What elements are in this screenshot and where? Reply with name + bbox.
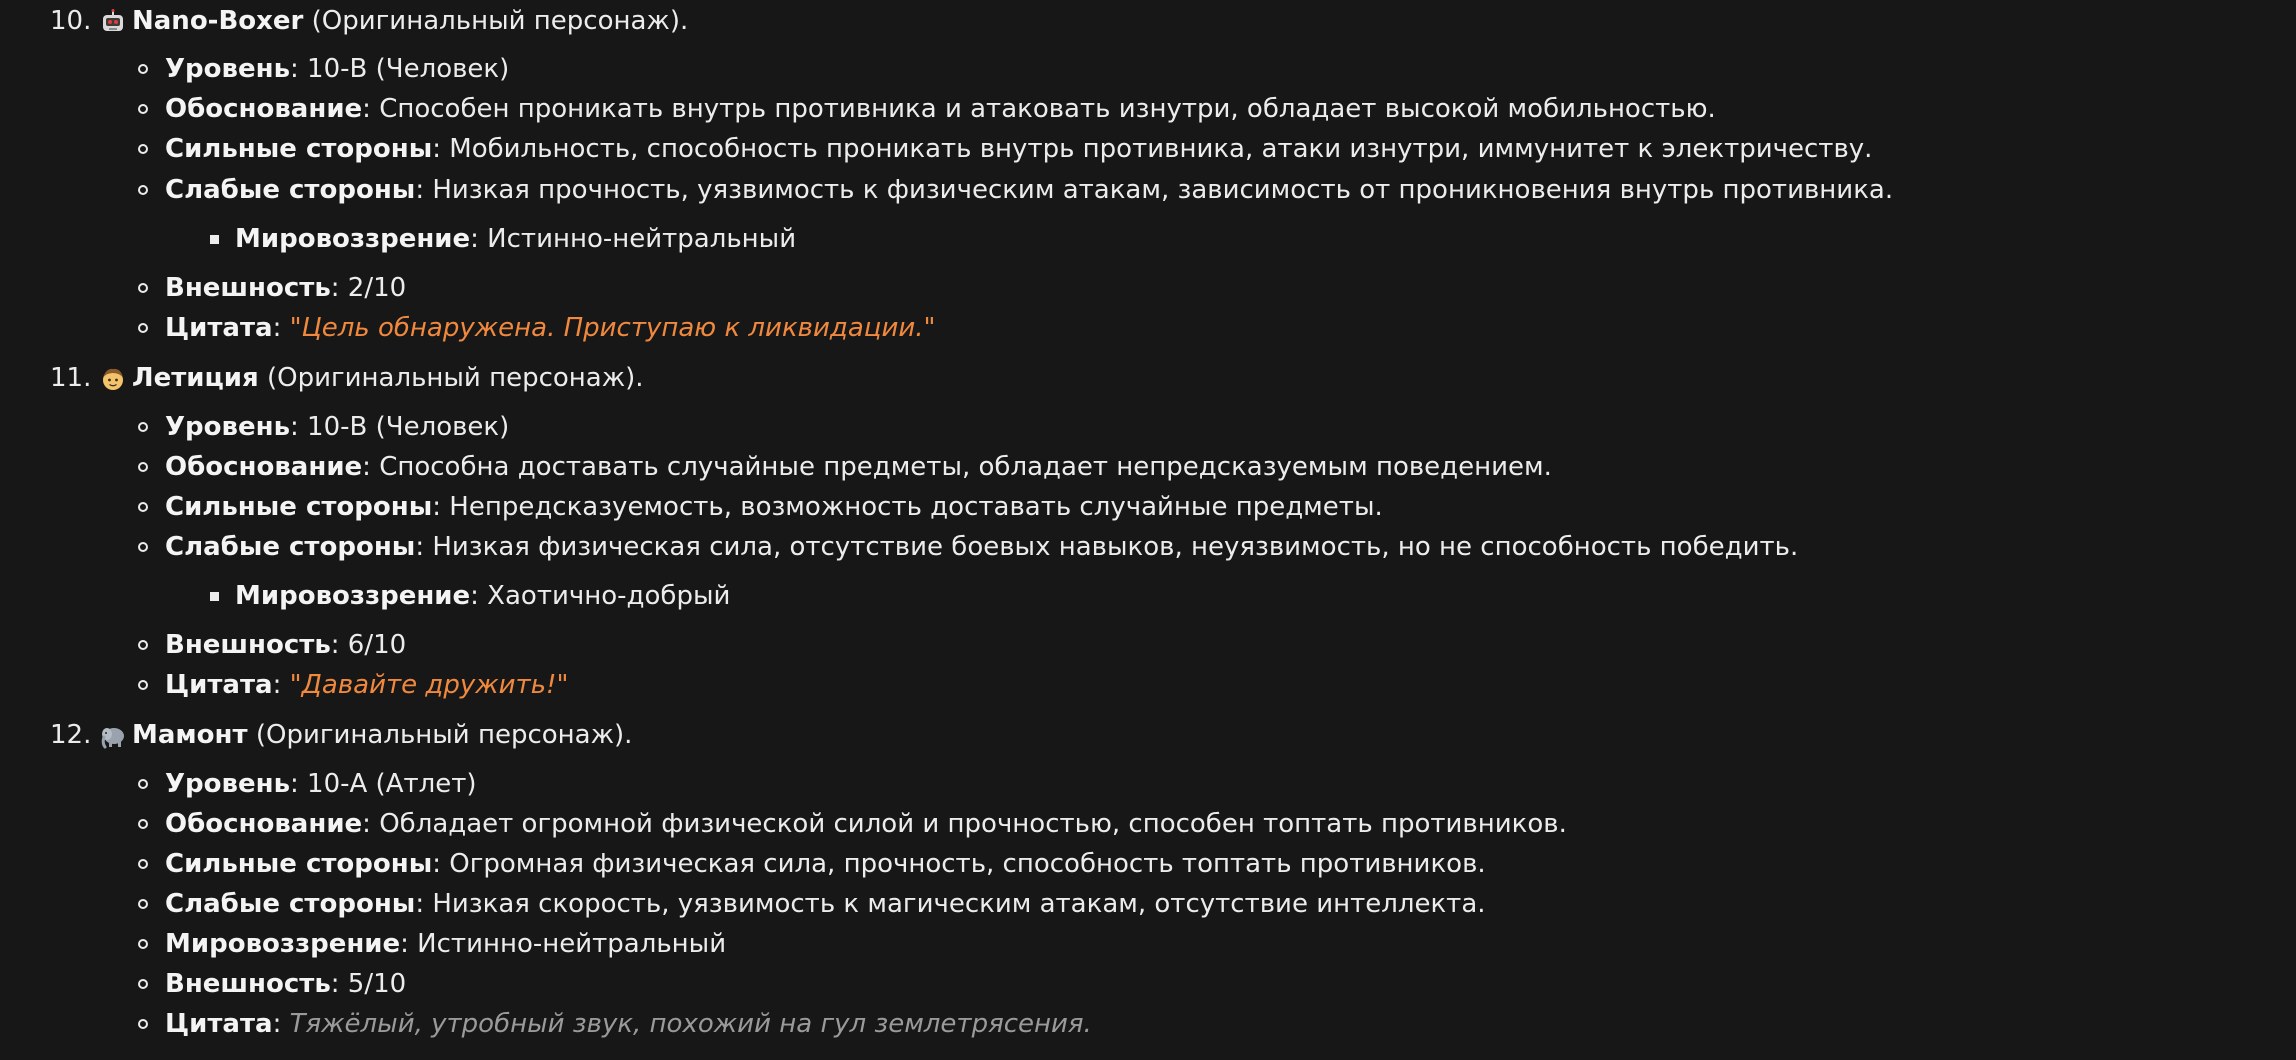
circle-bullet-icon xyxy=(138,144,148,154)
field-label: Обоснование xyxy=(165,94,363,124)
field-value: : Истинно-нейтральный xyxy=(400,929,727,959)
field-label: Слабые стороны xyxy=(165,532,416,562)
field-label: Внешность xyxy=(165,969,331,999)
field-label: Цитата xyxy=(165,670,273,700)
square-bullet-icon xyxy=(210,235,219,244)
list-item-number xyxy=(50,361,91,395)
circle-bullet-icon xyxy=(138,819,148,829)
field-label: Сильные стороны xyxy=(165,492,433,522)
field-label: Уровень xyxy=(165,769,291,799)
child-face-icon xyxy=(100,366,126,392)
field-label: Уровень xyxy=(165,412,291,442)
field-value: : Способен проникать внутрь противника и атаковать изнутри, обладает высокой мобильностью. xyxy=(362,94,1716,124)
circle-bullet-icon xyxy=(138,422,148,432)
circle-bullet-icon xyxy=(138,680,148,690)
field-label: Внешность xyxy=(165,630,331,660)
field-value: : Обладает огромной физической силой и прочностью, способен топтать противников. xyxy=(362,809,1567,839)
quote-text: "Давайте дружить!" xyxy=(289,670,569,700)
circle-bullet-icon xyxy=(138,779,148,789)
list-item-number xyxy=(50,4,91,38)
entry-number: 12. xyxy=(50,720,92,750)
elephant-icon xyxy=(100,723,126,749)
circle-bullet-icon xyxy=(138,1019,148,1029)
field-label: Цитата xyxy=(165,313,273,343)
field-separator: : xyxy=(272,670,290,700)
field-label: Внешность xyxy=(165,273,331,303)
field-value: : Низкая прочность, уязвимость к физическим атакам, зависимость от проникновения внутрь противника. xyxy=(415,175,1894,205)
circle-bullet-icon xyxy=(138,640,148,650)
circle-bullet-icon xyxy=(138,462,148,472)
field-value: : 10-B (Человек) xyxy=(290,54,510,84)
circle-bullet-icon xyxy=(138,899,148,909)
field-value: : 6/10 xyxy=(330,630,407,660)
entry-subtitle: (Оригинальный персонаж). xyxy=(255,720,633,750)
quote-text: "Цель обнаружена. Приступаю к ликвидации." xyxy=(289,313,936,343)
field-label: Обоснование xyxy=(165,452,363,482)
field-value: : Хаотично-добрый xyxy=(470,581,731,611)
field-value: : Низкая скорость, уязвимость к магическим атакам, отсутствие интеллекта. xyxy=(415,889,1486,919)
circle-bullet-icon xyxy=(138,939,148,949)
circle-bullet-icon xyxy=(138,502,148,512)
square-bullet-icon xyxy=(210,592,219,601)
circle-bullet-icon xyxy=(138,859,148,869)
entry-number: 10. xyxy=(50,6,92,36)
robot-face-icon xyxy=(100,9,126,35)
field-value: : 10-A (Атлет) xyxy=(290,769,477,799)
field-value: : 10-B (Человек) xyxy=(290,412,510,442)
circle-bullet-icon xyxy=(138,979,148,989)
field-value: : 5/10 xyxy=(330,969,407,999)
field-value: : Мобильность, способность проникать внутрь противника, атаки изнутри, иммунитет к электричеству. xyxy=(432,134,1873,164)
field-value: : Низкая физическая сила, отсутствие боевых навыков, неуязвимость, но не способность победить. xyxy=(415,532,1799,562)
field-label: Мировоззрение xyxy=(235,581,471,611)
field-label: Мировоззрение xyxy=(165,929,401,959)
entry-name: Nano-Boxer xyxy=(132,6,304,36)
entry-name: Мамонт xyxy=(132,720,248,750)
quote-text: Тяжёлый, утробный звук, похожий на гул землетрясения. xyxy=(289,1009,1092,1039)
field-label: Цитата xyxy=(165,1009,273,1039)
field-value: : Огромная физическая сила, прочность, способность топтать противников. xyxy=(432,849,1486,879)
field-separator: : xyxy=(272,1009,290,1039)
circle-bullet-icon xyxy=(138,185,148,195)
entry-number: 11. xyxy=(50,363,92,393)
field-label: Слабые стороны xyxy=(165,889,416,919)
field-value: : 2/10 xyxy=(330,273,407,303)
entry-name: Летиция xyxy=(132,363,259,393)
circle-bullet-icon xyxy=(138,323,148,333)
entry-subtitle: (Оригинальный персонаж). xyxy=(266,363,644,393)
field-label: Мировоззрение xyxy=(235,224,471,254)
field-label: Обоснование xyxy=(165,809,363,839)
field-label: Сильные стороны xyxy=(165,849,433,879)
circle-bullet-icon xyxy=(138,64,148,74)
field-value: : Истинно-нейтральный xyxy=(470,224,797,254)
field-value: : Способна доставать случайные предметы, обладает непредсказуемым поведением. xyxy=(362,452,1552,482)
entry-subtitle: (Оригинальный персонаж). xyxy=(311,6,689,36)
list-item-number xyxy=(50,718,91,752)
circle-bullet-icon xyxy=(138,283,148,293)
field-label: Сильные стороны xyxy=(165,134,433,164)
field-value: : Непредсказуемость, возможность доставать случайные предметы. xyxy=(432,492,1383,522)
field-label: Слабые стороны xyxy=(165,175,416,205)
circle-bullet-icon xyxy=(138,542,148,552)
field-separator: : xyxy=(272,313,290,343)
field-label: Уровень xyxy=(165,54,291,84)
circle-bullet-icon xyxy=(138,104,148,114)
